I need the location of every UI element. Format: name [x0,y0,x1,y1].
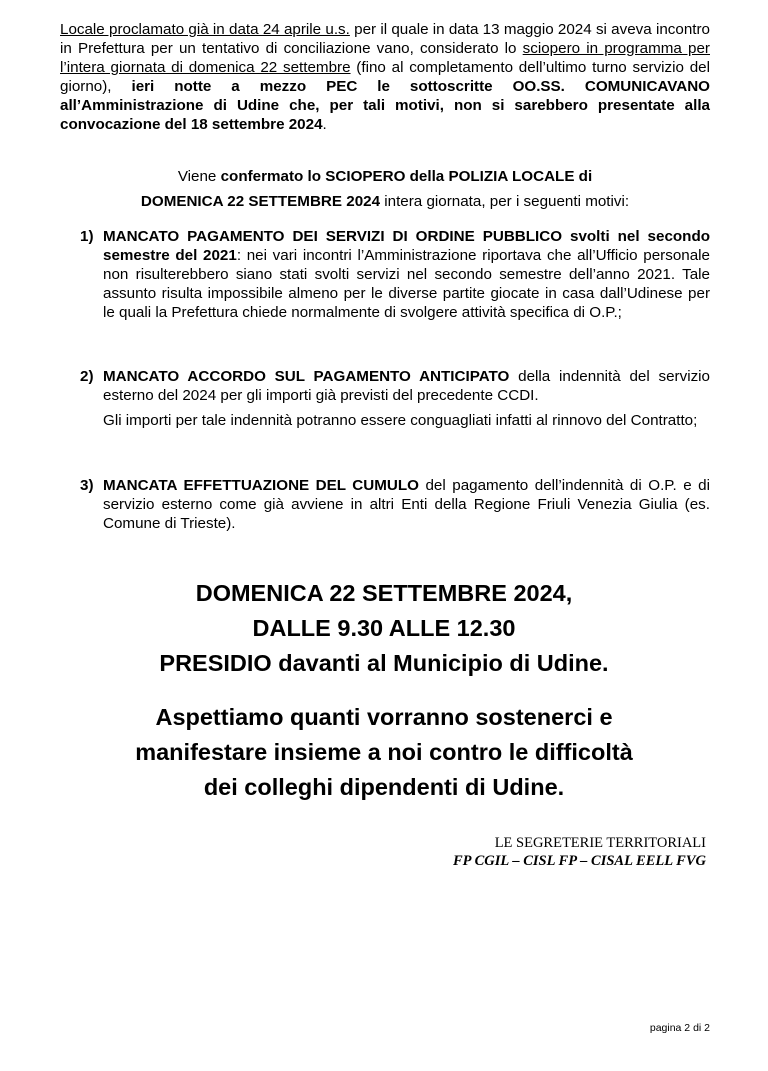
announcement-time: DALLE 9.30 ALLE 12.30 [252,615,516,641]
intro-paragraph [60,20,710,134]
page-number: pagina 2 di 2 [649,1022,710,1034]
confirm-line-2 [60,193,710,210]
appeal [40,700,728,805]
announcement-place [40,646,728,681]
item-title: MANCATO ACCORDO SUL PAGAMENTO ANTICIPATO [103,368,510,385]
item-number: 3) [80,477,94,494]
confirm-line-1 [60,168,710,185]
item-text [103,227,710,322]
item-text [103,476,710,533]
confirm-pre: Viene [177,168,221,185]
appeal-line-2: manifestare insieme a noi contro le difficoltà [135,739,633,765]
appeal-line-1: Aspettiamo quanti vorranno sostenerci e [155,704,613,730]
item-body: del pagamento dell’indennità di O.P. e di servizio esterno come già avviene in altri Enti della Regione Friuli Venezia Giulia (es. Comune di Trieste). [103,477,710,532]
intro-text-1: per il quale in data 13 maggio 2024 si aveva incontro in Prefettura per un tentativo di conciliazione vano, considerato lo [60,21,710,57]
signature-title: LE SEGRETERIE TERRITORIALI [494,835,706,851]
intro-text-2: (fino al completamento dell’ultimo turno servizio del giorno), [60,59,710,95]
list-item [80,227,710,322]
confirm-date: DOMENICA 22 SETTEMBRE 2024 [140,193,381,210]
announcement-location: davanti al Municipio di Udine. [271,650,609,676]
intro-underline-1: Locale proclamato già in data 24 aprile u.s. [60,21,350,38]
item-body: della indennità del servizio esterno del 2024 per gli importi già previsti del precedente CCDI. [103,368,710,404]
intro-bold: ieri notte a mezzo PEC le sottoscritte OO.SS. COMUNICAVANO all’Amministrazione di Udine che, per tali motivi, non si sarebbero presentate alla convocazione del 18 settembre 2024 [60,78,710,133]
confirm-bold: confermato lo SCIOPERO della POLIZIA LOCALE di [220,168,593,185]
announcement [40,576,728,681]
signature-unions: FP CGIL – CISL FP – CISAL EELL FVG [453,853,706,869]
list-item [80,476,710,533]
intro-underline-2: sciopero in programma per l’intera giornata di domenica 22 settembre [60,40,710,76]
announcement-presidio: PRESIDIO [159,650,272,676]
item-extra: Gli importi per tale indennità potranno essere conguagliati infatti al rinnovo del Contratto; [103,412,698,429]
confirm-post: intera giornata, per i seguenti motivi: [380,193,630,210]
item-title: MANCATO PAGAMENTO DEI SERVIZI DI ORDINE PUBBLICO svolti nel secondo semestre del 2021 [103,228,710,264]
item-number: 1) [80,228,94,245]
item-number: 2) [80,368,94,385]
intro-text-3: . [322,116,327,133]
appeal-line-3: dei colleghi dipendenti di Udine. [203,774,565,800]
item-body: : nei vari incontri l’Amministrazione riportava che all’Ufficio personale non risulterebbero siano stati svolti servizi nel secondo semestre dell’anno 2021. Tale assunto risulta impossibile almeno per le diverse partite giocate in casa dall’Udinese per le quali la Prefettura chiede normalmente di svolgere attività specifica di O.P.; [103,247,710,321]
announcement-date: DOMENICA 22 SETTEMBRE 2024, [195,580,573,606]
item-title: MANCATA EFFETTUAZIONE DEL CUMULO [103,477,419,494]
list-item [80,367,710,430]
item-text [103,367,710,405]
